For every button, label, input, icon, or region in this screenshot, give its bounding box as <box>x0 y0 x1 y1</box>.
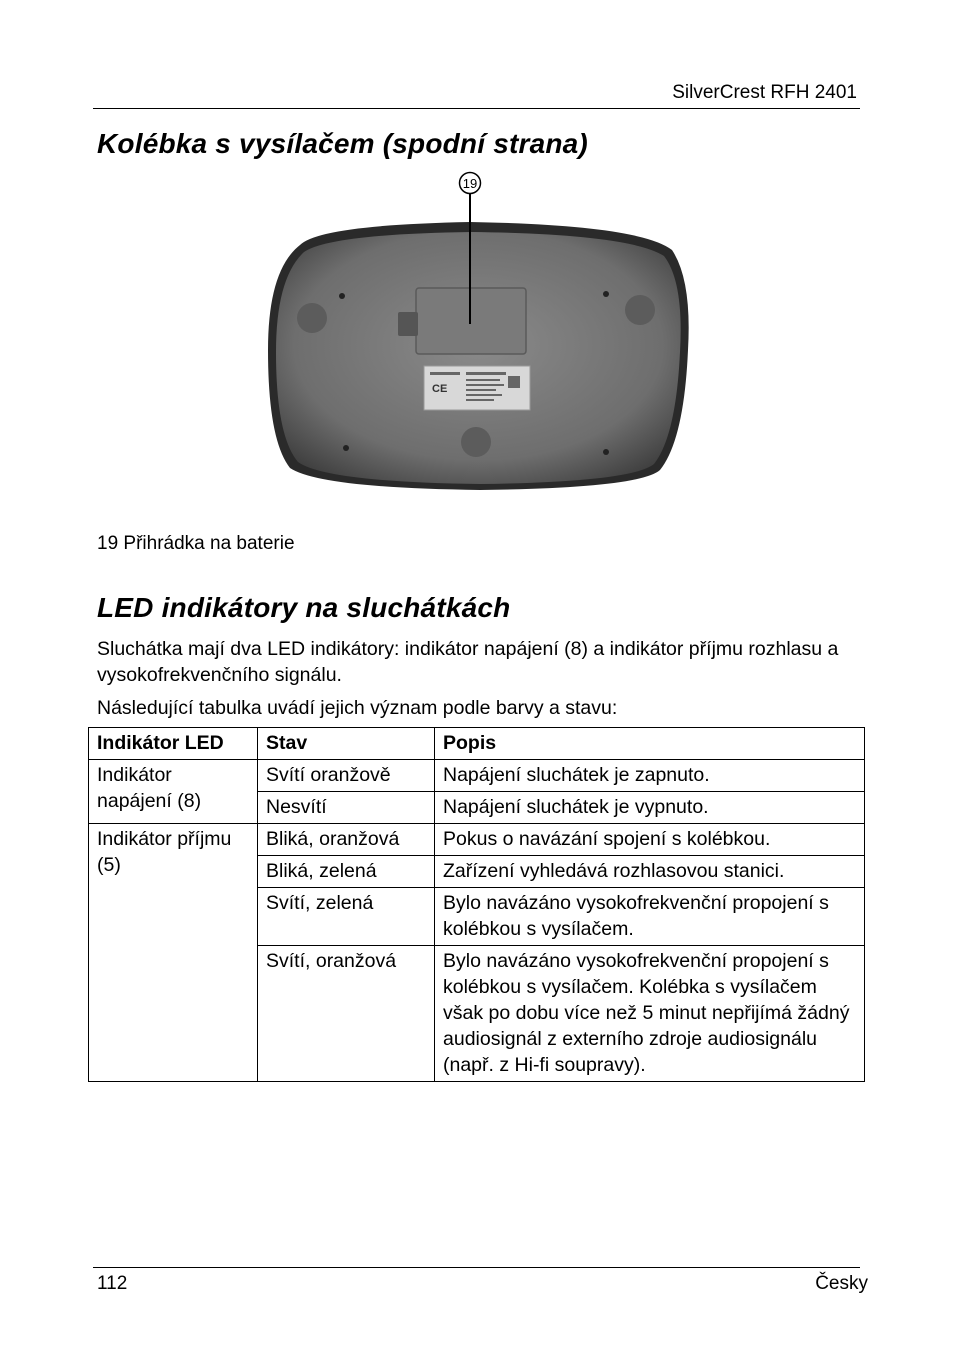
header-product-name: SilverCrest RFH 2401 <box>672 82 857 103</box>
footer-rule <box>93 1267 860 1268</box>
state-cell: Bliká, zelená <box>258 856 435 888</box>
description-cell: Zařízení vyhledává rozhlasovou stanici. <box>435 856 865 888</box>
column-header: Indikátor LED <box>89 728 258 760</box>
description-cell: Bylo navázáno vysokofrekvenční propojení s kolébkou s vysílačem. Kolébka s vysílačem však po dobu více než 5 minut nepřijímá žádný audiosignál z externího zdroje audiosignálu (např. z Hi-fi soupravy). <box>435 946 865 1082</box>
figure-caption: 19 Přihrádka na baterie <box>97 533 295 554</box>
footer-language: Česky <box>815 1273 868 1294</box>
led-indicator-table <box>88 727 865 1082</box>
section-title-led: LED indikátory na sluchátkách <box>97 592 511 623</box>
state-cell: Bliká, oranžová <box>258 824 435 856</box>
description-cell: Pokus o navázání spojení s kolébkou. <box>435 824 865 856</box>
table-header-row <box>89 728 865 760</box>
state-cell: Svítí oranžově <box>258 760 435 792</box>
indicator-cell: Indikátor napájení (8) <box>89 760 258 824</box>
header-rule <box>93 108 860 109</box>
intro-paragraph: Sluchátka mají dva LED indikátory: indikátor napájení (8) a indikátor příjmu rozhlasu a vysokofrekvenčního signálu. <box>97 638 839 686</box>
state-cell: Svítí, zelená <box>258 888 435 946</box>
table-intro-paragraph: Následující tabulka uvádí jejich význam podle barvy a stavu: <box>97 697 618 719</box>
section-title-cradle: Kolébka s vysílačem (spodní strana) <box>97 128 588 159</box>
state-cell: Svítí, oranžová <box>258 946 435 1082</box>
page-number: 112 <box>97 1273 128 1294</box>
table-row <box>89 824 865 856</box>
description-cell: Bylo navázáno vysokofrekvenční propojení s kolébkou s vysílačem. <box>435 888 865 946</box>
svg-text:CE: CE <box>432 383 448 395</box>
description-cell: Napájení sluchátek je vypnuto. <box>435 792 865 824</box>
column-header: Stav <box>258 728 435 760</box>
table-row <box>89 760 865 792</box>
state-cell: Nesvítí <box>258 792 435 824</box>
column-header: Popis <box>435 728 865 760</box>
description-cell: Napájení sluchátek je zapnuto. <box>435 760 865 792</box>
indicator-cell: Indikátor příjmu (5) <box>89 824 258 1082</box>
cradle-bottom-photo <box>260 170 696 500</box>
callout-number: 19 <box>462 176 478 191</box>
